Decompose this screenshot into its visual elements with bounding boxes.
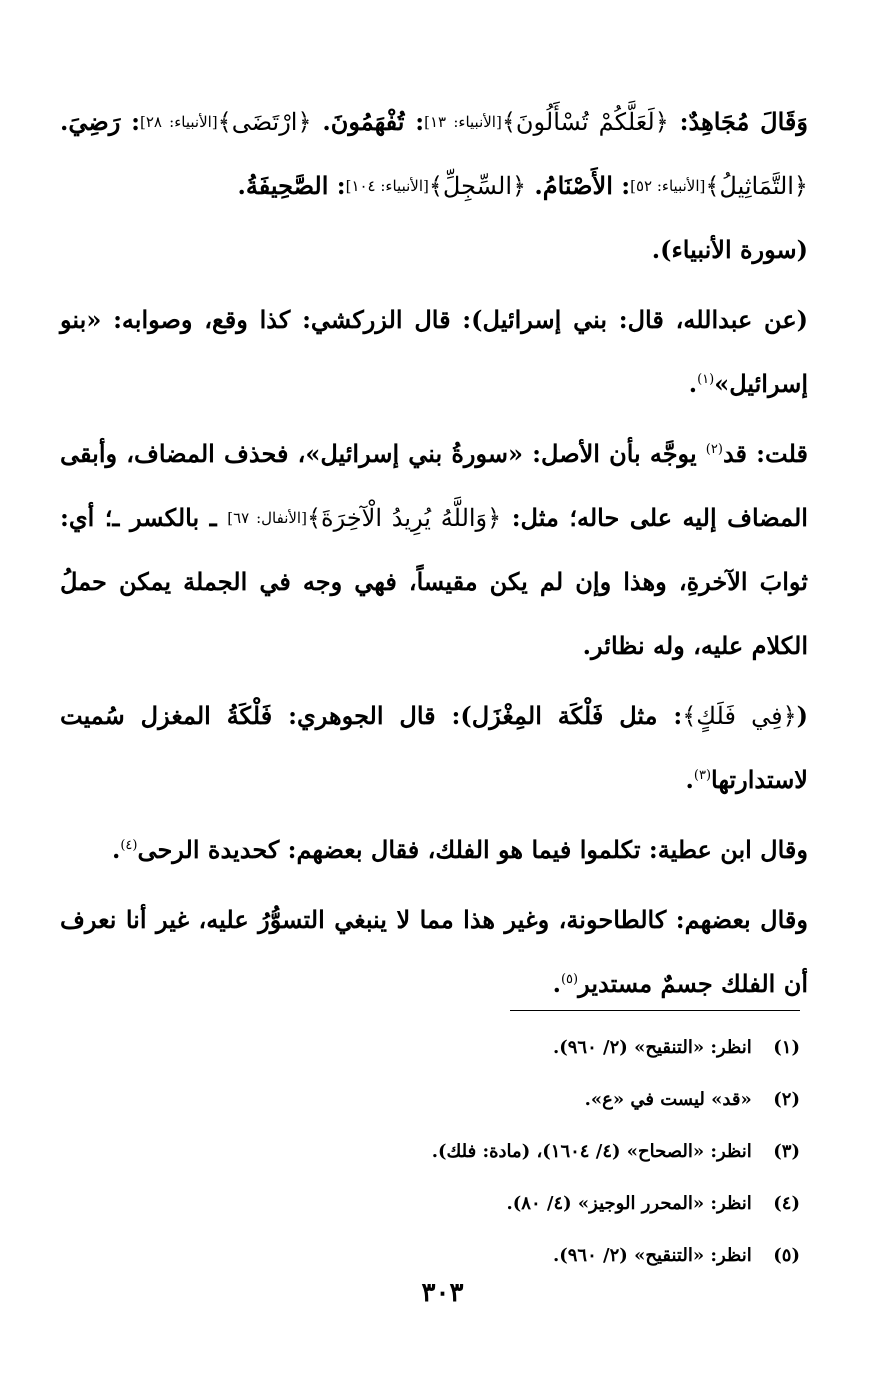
text-segment: وقال بعضهم: كالطاحونة، وغير هذا مما لا ينبغي التسوُّرُ عليه، غير أنا نعرف أن الفلك جسمٌ مستدير bbox=[60, 905, 808, 998]
footnote-marker: (٢) bbox=[705, 442, 723, 457]
footnote-marker: (٣) bbox=[693, 768, 712, 783]
footnote-4 bbox=[60, 1178, 800, 1230]
main-text bbox=[60, 90, 808, 1016]
footnote-2 bbox=[60, 1074, 800, 1126]
footnote-marker: (٤) bbox=[120, 838, 138, 853]
paragraph-surah-title bbox=[60, 218, 808, 282]
text-segment: قلت: قد bbox=[722, 439, 809, 468]
paragraph-qultu bbox=[60, 422, 808, 678]
verse-reference: [الأنبياء: ١٣] bbox=[424, 113, 502, 131]
footnote-text: انظر: «المحرر الوجيز» (٤/ ٨٠). bbox=[506, 1193, 752, 1214]
footnote-number: (٢) bbox=[773, 1089, 800, 1110]
text-segment: وقال ابن عطية: تكلموا فيما هو الفلك، فقال بعضهم: كحديدة الرحى bbox=[137, 835, 808, 864]
text-segment: . bbox=[111, 835, 121, 864]
quran-verse: ﴿السِّجِلِّ﴾ bbox=[428, 172, 527, 200]
text-segment: : الصَّحِيفَةُ. bbox=[237, 171, 346, 200]
footnote-number: (٣) bbox=[773, 1141, 800, 1162]
footnote-3 bbox=[60, 1126, 800, 1178]
quran-verse: ﴿ارْتَضَى﴾ bbox=[217, 108, 312, 136]
footnote-text: «قد» ليست في «ع». bbox=[584, 1089, 752, 1110]
text-segment: : الأَصْنَامُ. bbox=[526, 171, 631, 200]
text-segment: ( bbox=[796, 701, 808, 730]
footnote-marker: (٥) bbox=[560, 972, 579, 987]
text-segment: . bbox=[552, 969, 561, 998]
page-number: ٣٠٣ bbox=[421, 1278, 464, 1308]
text-segment: ـ بالكسر ـ؛ أي: ثوابَ الآخرةِ، وهذا وإن لم يكن مقيساً، فهي وجه في الجملة يمكن حملُ الكلام عليه، وله نظائر. bbox=[60, 503, 808, 660]
verse-reference: [الأنفال: ٦٧] bbox=[227, 509, 307, 527]
footnotes bbox=[60, 1022, 800, 1282]
text-segment: (سورة الأنبياء). bbox=[651, 235, 808, 264]
footnote-5 bbox=[60, 1230, 800, 1282]
footnote-number: (٤) bbox=[773, 1193, 800, 1214]
footnote-text: انظر: «التنقيح» (٢/ ٩٦٠). bbox=[552, 1245, 752, 1266]
paragraph-bani-israil bbox=[60, 288, 808, 416]
footnote-number: (٥) bbox=[773, 1245, 800, 1266]
footnote-divider bbox=[510, 1010, 800, 1011]
text-segment: . bbox=[685, 765, 694, 794]
text-segment: يوجَّه بأن الأصل: «سورةُ بني إسرائيل»، فحذف المضاف، وأبقى المضاف إليه على حاله؛ مثل: bbox=[60, 439, 808, 532]
text-segment: : مثل فَلْكَة المِغْزَل): قال الجوهري: فَلْكَةُ المغزل سُميت لاستدارتها bbox=[60, 701, 808, 794]
verse-reference: [الأنبياء: ٢٨] bbox=[139, 113, 218, 131]
paragraph-mujahid bbox=[60, 90, 808, 218]
text-segment: (عن عبدالله، قال: بني إسرائيل): قال الزركشي: كذا وقع، وصوابه: «بنو إسرائيل» bbox=[60, 305, 808, 398]
paragraph-tahuna bbox=[60, 888, 808, 1016]
text-segment: : رَضِيَ. bbox=[60, 107, 140, 136]
text-segment: : تُفْهَمُونَ. bbox=[311, 107, 425, 136]
paragraph-falak bbox=[60, 684, 808, 812]
verse-reference: [الأنبياء: ١٠٤] bbox=[345, 177, 429, 195]
text-segment: . bbox=[688, 369, 698, 398]
footnote-marker: (١) bbox=[697, 372, 715, 387]
quran-verse: ﴿وَاللَّهُ يُرِيدُ الْآخِرَةَ﴾ bbox=[306, 504, 502, 532]
quran-verse: ﴿لَعَلَّكُمْ تُسْأَلُونَ﴾ bbox=[501, 108, 669, 136]
quran-verse: ﴿فِي فَلَكٍ﴾ bbox=[682, 702, 797, 730]
footnote-number: (١) bbox=[773, 1037, 800, 1058]
quran-verse: ﴿التَّمَاثِيلُ﴾ bbox=[705, 172, 808, 200]
text-segment: وَقَالَ مُجَاهِدٌ: bbox=[668, 107, 808, 136]
footnote-text: انظر: «التنقيح» (٢/ ٩٦٠). bbox=[552, 1037, 752, 1058]
footnote-1 bbox=[60, 1022, 800, 1074]
paragraph-ibn-atiyya bbox=[60, 818, 808, 882]
footnote-text: انظر: «الصحاح» (٤/ ١٦٠٤)، (مادة: فلك). bbox=[431, 1141, 752, 1162]
verse-reference: [الأنبياء: ٥٢] bbox=[630, 177, 706, 195]
